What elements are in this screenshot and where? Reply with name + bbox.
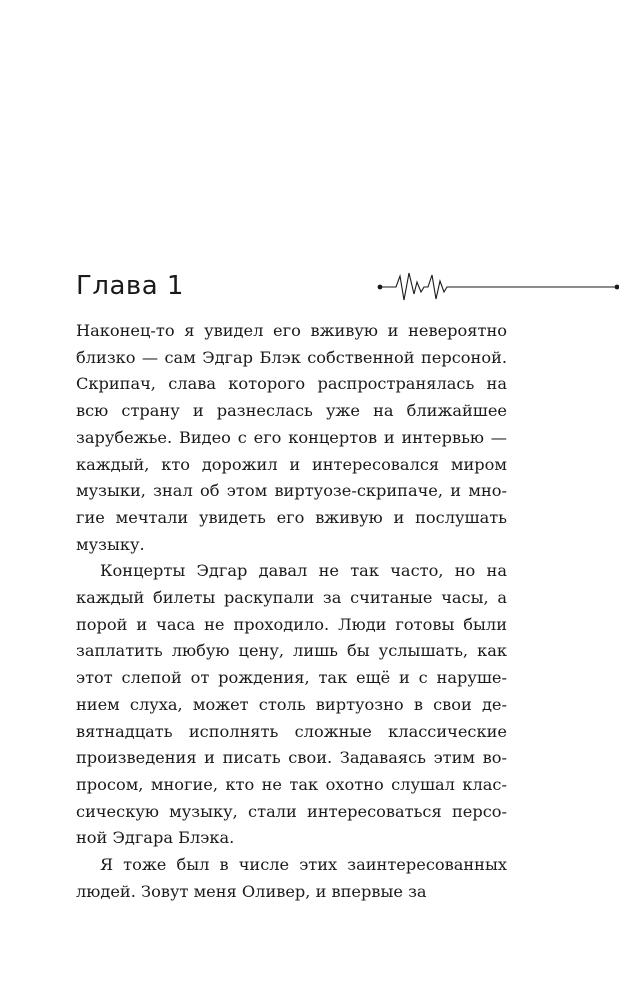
text-body [76, 318, 507, 905]
heartbeat-ornament-icon [376, 270, 619, 304]
paragraph-2: Концерты Эдгар давал не так часто, но на каждый билеты раскупали за считаные часы, а порой и часа не проходило. Люди готовы были заплатить любую цену, лишь бы услышать, как этот слепой от рождения, так ещё и с нарушением слуха, может столь виртуозно в свои девятнадцать исполнять сложные классические произведения и писать свои. Задаваясь этим вопросом, многие, кто не так охотно слушал классическую музыку, стали интересоваться персоной Эдгара Блэка. [76, 561, 507, 848]
paragraph-3: Я тоже был в числе этих заинтересованных людей. Зовут меня Оливер, и впервые за [76, 855, 507, 901]
chapter-title: Глава 1 [76, 271, 184, 301]
paragraph-1: Наконец-то я увидел его вживую и невероятно близко — сам Эдгар Блэк собственной персоной. Скрипач, слава которого распространялась на всю страну и разнеслась уже на ближайшее зарубежье. Видео с его концертов и интервью — каждый, кто дорожил и интересовался миром музыки, знал об этом виртуозе-скрипаче, и многие мечтали увидеть его вживую и послушать музыку. [76, 321, 507, 554]
chapter-header [76, 270, 619, 310]
